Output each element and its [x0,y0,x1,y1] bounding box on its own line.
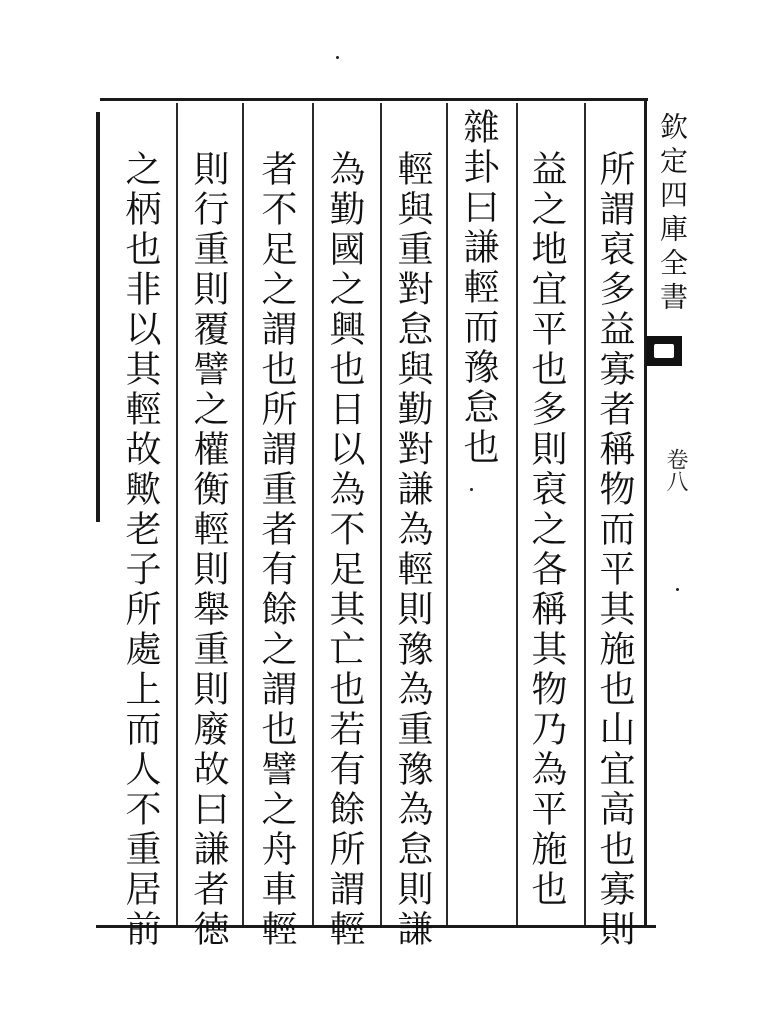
column-divider [584,103,586,925]
ink-speck [336,56,339,59]
column-divider [446,103,448,925]
right-border [644,98,647,928]
text-column-1: 所謂裒多益寡者稱物而平其施也山宜高也寡則 [594,150,635,950]
text-column-7: 則行重則覆譬之權衡輕則舉重則廢故曰謙者徳 [188,150,229,950]
text-column-6: 者不足之謂也所謂重者有餘之謂也譬之舟車輕 [256,150,297,950]
top-border [100,98,648,101]
left-border [96,112,100,522]
text-column-2: 益之地宜平也多則裒之各稱其物乃為平施也 [526,150,567,910]
text-column-4: 輕與重對怠與勤對謙為輕則豫為重豫為怠則謙 [392,150,433,950]
column-divider [380,103,382,925]
text-column-8: 之柄也非以其輕故歟老子所處上而人不重居前 [120,150,161,950]
ink-speck [470,488,473,491]
column-divider [312,103,314,925]
juan-mark: 卷八 [663,448,688,492]
ink-speck [676,588,679,591]
text-column-3: 雜卦曰謙輕而豫怠也 [458,108,499,468]
column-divider [176,103,178,925]
bottom-border [96,925,656,928]
fish-tail-mark-icon [646,336,682,366]
column-divider [242,103,244,925]
text-column-5: 為勤國之興也日以為不足其亡也若有餘所謂輕 [324,150,365,950]
column-divider [516,103,518,925]
book-title: 欽定四庫全書 [656,112,689,316]
